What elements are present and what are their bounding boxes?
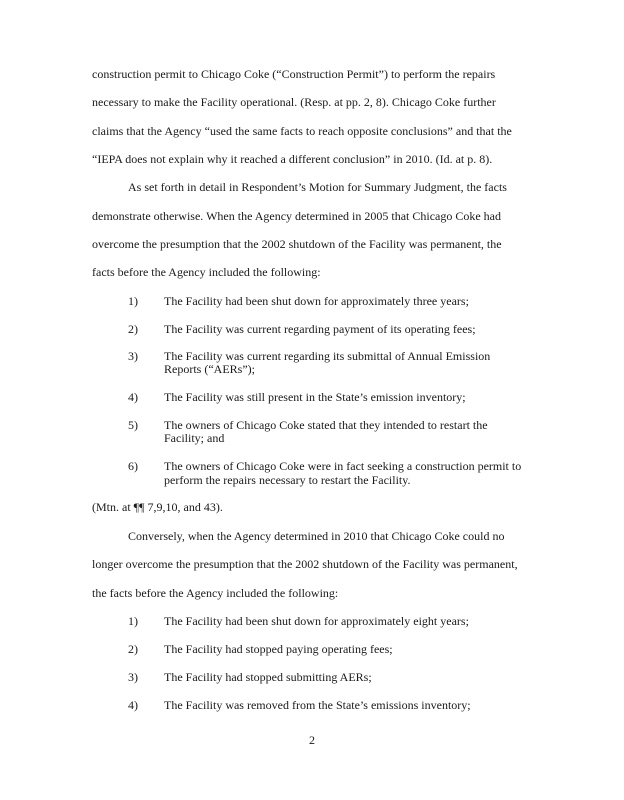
list-item-number: 1) (128, 294, 138, 308)
list-item-text: The Facility was removed from the State’s emissions inventory; (164, 698, 471, 712)
list-item-number: 2) (128, 322, 138, 336)
paragraph-line: claims that the Agency “used the same facts to reach opposite conclusions” and that the (92, 124, 512, 138)
list-item-text: The owners of Chicago Coke stated that they intended to restart the (164, 418, 488, 432)
paragraph-line-start: “IEPA does not explain why it reached a different conclusion” in 2010. (Id. at p. 8). (92, 152, 493, 166)
list-item-text: The Facility had been shut down for approximately three years; (164, 294, 469, 308)
paragraph-line: demonstrate otherwise. When the Agency determined in 2005 that Chicago Coke had (92, 209, 502, 223)
list-item-number: 3) (128, 670, 138, 684)
list-item-number: 2) (128, 642, 138, 656)
list-item-text: The Facility had stopped paying operating fees; (164, 642, 393, 656)
paragraph-line: necessary to make the Facility operational. (Resp. at pp. 2, 8). Chicago Coke further (92, 95, 496, 109)
list-item-text: perform the repairs necessary to restart the Facility. (164, 473, 411, 487)
list-item-text: The owners of Chicago Coke were in fact seeking a construction permit to (164, 459, 522, 473)
paragraph-line: overcome the presumption that the 2002 shutdown of the Facility was permanent, the (92, 237, 502, 251)
page-number: 2 (309, 733, 315, 747)
list-item-number: 4) (128, 698, 138, 712)
paragraph-line: facts before the Agency included the following: (92, 265, 321, 279)
list-item-text: The Facility had stopped submitting AERs; (164, 670, 372, 684)
list-item-text: The Facility was still present in the State’s emission inventory; (164, 390, 466, 404)
list-item-number: 3) (128, 349, 138, 363)
paragraph-line (92, 152, 492, 166)
list-item-text: Reports (“AERs”); (164, 362, 255, 376)
paragraph-line: longer overcome the presumption that the 2002 shutdown of the Facility was permanent, (92, 557, 518, 571)
list-item-number: 4) (128, 390, 138, 404)
paragraph-line: construction permit to Chicago Coke (“Construction Permit”) to perform the repairs (92, 67, 496, 81)
list-item-number: 1) (128, 614, 138, 628)
paragraph-line: Conversely, when the Agency determined in 2010 that Chicago Coke could no (128, 529, 505, 543)
list-item-text: The Facility had been shut down for approximately eight years; (164, 614, 469, 628)
citation: (Mtn. at ¶¶ 7,9,10, and 43). (92, 500, 223, 514)
list-item-text: Facility; and (164, 431, 225, 445)
list-item-text: The Facility was current regarding its submittal of Annual Emission (164, 349, 491, 363)
list-item-text: The Facility was current regarding payment of its operating fees; (164, 322, 476, 336)
paragraph-line: the facts before the Agency included the following: (92, 586, 339, 600)
list-item-number: 5) (128, 418, 138, 432)
list-item-number: 6) (128, 459, 138, 473)
paragraph-line: As set forth in detail in Respondent’s Motion for Summary Judgment, the facts (128, 180, 507, 194)
